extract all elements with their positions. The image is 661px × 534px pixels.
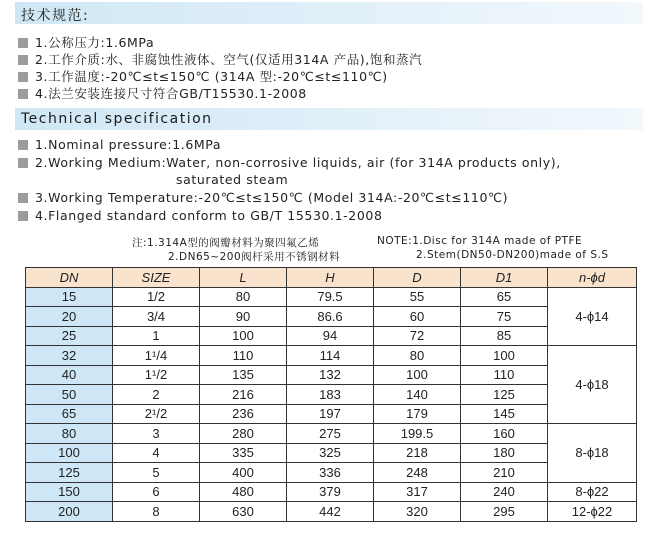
dimension-table — [25, 267, 637, 522]
cell-h: 114 — [287, 346, 374, 366]
en-spec-item — [18, 137, 221, 152]
en-spec-item — [18, 155, 561, 170]
en-spec-item — [18, 190, 508, 205]
table-row — [26, 482, 637, 502]
table-header-row — [26, 268, 637, 288]
cell-d1: 125 — [461, 385, 548, 405]
cell-h: 379 — [287, 482, 374, 502]
cell-dn: 20 — [26, 307, 113, 327]
cell-l: 400 — [200, 463, 287, 483]
en-spec-item-continuation: saturated steam — [176, 172, 289, 187]
cell-dn: 65 — [26, 404, 113, 424]
cn-spec-item — [18, 50, 422, 68]
cell-dn: 100 — [26, 443, 113, 463]
cell-l: 80 — [200, 287, 287, 307]
square-bullet-icon — [18, 193, 28, 203]
cell-size: 2¹/2 — [113, 404, 200, 424]
cell-dn: 15 — [26, 287, 113, 307]
cell-d: 248 — [374, 463, 461, 483]
cell-d1: 100 — [461, 346, 548, 366]
note-cn-line2: 2.DN65~200阀杆采用不锈钢材料 — [168, 251, 341, 263]
cell-size: 1¹/4 — [113, 346, 200, 366]
cell-bolts: 4-ϕ14 — [548, 287, 637, 346]
cell-d1: 145 — [461, 404, 548, 424]
square-bullet-icon — [18, 158, 28, 168]
cn-spec-header-bar — [15, 2, 643, 24]
cell-l: 216 — [200, 385, 287, 405]
table-row — [26, 463, 637, 483]
table-row — [26, 385, 637, 405]
note-en-line2: 2.Stem(DN50-DN200)made of S.S — [416, 249, 609, 261]
cell-l: 480 — [200, 482, 287, 502]
note-en-line1: NOTE:1.Disc for 314A made of PTFE — [377, 235, 583, 247]
cell-bolts: 12-ϕ22 — [548, 502, 637, 522]
cell-bolts: 8-ϕ18 — [548, 424, 637, 483]
cell-d: 60 — [374, 307, 461, 327]
cell-h: 325 — [287, 443, 374, 463]
cell-d1: 180 — [461, 443, 548, 463]
cell-dn: 40 — [26, 365, 113, 385]
cell-bolts: 8-ϕ22 — [548, 482, 637, 502]
cell-d: 317 — [374, 482, 461, 502]
cn-spec-item — [18, 84, 307, 102]
header-h: H — [287, 268, 374, 288]
cell-l: 100 — [200, 326, 287, 346]
cell-h: 183 — [287, 385, 374, 405]
table-row — [26, 404, 637, 424]
cell-d: 140 — [374, 385, 461, 405]
cell-d1: 110 — [461, 365, 548, 385]
square-bullet-icon — [18, 140, 28, 150]
cn-spec-item — [18, 33, 154, 51]
cell-h: 275 — [287, 424, 374, 444]
cell-size: 1¹/2 — [113, 365, 200, 385]
note-cn-line1: 注:1.314A型的阀瓣材料为聚四氟乙烯 — [132, 237, 320, 249]
header-d: D — [374, 268, 461, 288]
cell-dn: 50 — [26, 385, 113, 405]
cell-h: 79.5 — [287, 287, 374, 307]
table-row — [26, 287, 637, 307]
cell-l: 335 — [200, 443, 287, 463]
table-body — [26, 287, 637, 521]
cell-h: 197 — [287, 404, 374, 424]
cell-size: 5 — [113, 463, 200, 483]
header-d1: D1 — [461, 268, 548, 288]
table-row — [26, 424, 637, 444]
table-row — [26, 326, 637, 346]
header-bolts: n-ϕd — [548, 268, 637, 288]
header-dn: DN — [26, 268, 113, 288]
cell-d1: 210 — [461, 463, 548, 483]
table-row — [26, 307, 637, 327]
cell-d: 218 — [374, 443, 461, 463]
cell-size: 1 — [113, 326, 200, 346]
cell-dn: 125 — [26, 463, 113, 483]
cell-dn: 80 — [26, 424, 113, 444]
en-spec-item-text: 4.Flanged standard conform to GB/T 15530.1-2008 — [35, 208, 383, 223]
cell-size: 8 — [113, 502, 200, 522]
cell-d: 320 — [374, 502, 461, 522]
en-spec-item-text: 3.Working Temperature:-20℃≤t≤150℃ (Model 314A:-20℃≤t≤110℃) — [35, 190, 509, 205]
cn-spec-item — [18, 67, 388, 85]
cell-bolts: 4-ϕ18 — [548, 346, 637, 424]
cell-d1: 160 — [461, 424, 548, 444]
cell-size: 3/4 — [113, 307, 200, 327]
cell-d1: 75 — [461, 307, 548, 327]
cell-h: 336 — [287, 463, 374, 483]
header-l: L — [200, 268, 287, 288]
cn-spec-item-text: 1.公称压力:1.6MPa — [35, 35, 155, 50]
header-size: SIZE — [113, 268, 200, 288]
en-spec-item-text: 2.Working Medium:Water, non-corrosive liquids, air (for 314A products only), — [35, 155, 561, 170]
cell-d: 100 — [374, 365, 461, 385]
square-bullet-icon — [18, 55, 28, 65]
cell-d1: 65 — [461, 287, 548, 307]
table-row — [26, 443, 637, 463]
cell-dn: 150 — [26, 482, 113, 502]
cn-spec-item-text: 2.工作介质:水、非腐蚀性液体、空气(仅适用314A 产品),饱和蒸汽 — [35, 52, 423, 67]
cell-size: 1/2 — [113, 287, 200, 307]
square-bullet-icon — [18, 38, 28, 48]
cell-l: 236 — [200, 404, 287, 424]
cell-dn: 25 — [26, 326, 113, 346]
square-bullet-icon — [18, 89, 28, 99]
en-spec-title: Technical specification — [21, 111, 213, 127]
cell-dn: 200 — [26, 502, 113, 522]
cell-d1: 240 — [461, 482, 548, 502]
cell-l: 90 — [200, 307, 287, 327]
cell-h: 132 — [287, 365, 374, 385]
cell-h: 86.6 — [287, 307, 374, 327]
cell-size: 6 — [113, 482, 200, 502]
cell-dn: 32 — [26, 346, 113, 366]
cn-spec-item-text: 3.工作温度:-20℃≤t≤150℃ (314A 型:-20℃≤t≤110℃) — [35, 69, 388, 84]
cell-l: 135 — [200, 365, 287, 385]
table-row — [26, 502, 637, 522]
square-bullet-icon — [18, 72, 28, 82]
en-spec-item-text: 1.Nominal pressure:1.6MPa — [35, 137, 222, 152]
cell-size: 3 — [113, 424, 200, 444]
en-spec-item — [18, 208, 383, 223]
cell-h: 94 — [287, 326, 374, 346]
cell-d1: 85 — [461, 326, 548, 346]
cell-l: 110 — [200, 346, 287, 366]
cell-l: 280 — [200, 424, 287, 444]
cell-d: 72 — [374, 326, 461, 346]
cell-d: 55 — [374, 287, 461, 307]
cn-spec-title: 技术规范: — [21, 8, 90, 24]
cell-d: 179 — [374, 404, 461, 424]
cn-spec-item-text: 4.法兰安装连接尺寸符合GB/T15530.1-2008 — [35, 86, 307, 101]
table-row — [26, 365, 637, 385]
cell-size: 4 — [113, 443, 200, 463]
cell-d1: 295 — [461, 502, 548, 522]
cell-h: 442 — [287, 502, 374, 522]
cell-d: 199.5 — [374, 424, 461, 444]
cell-size: 2 — [113, 385, 200, 405]
cell-l: 630 — [200, 502, 287, 522]
cell-d: 80 — [374, 346, 461, 366]
table-row — [26, 346, 637, 366]
square-bullet-icon — [18, 211, 28, 221]
